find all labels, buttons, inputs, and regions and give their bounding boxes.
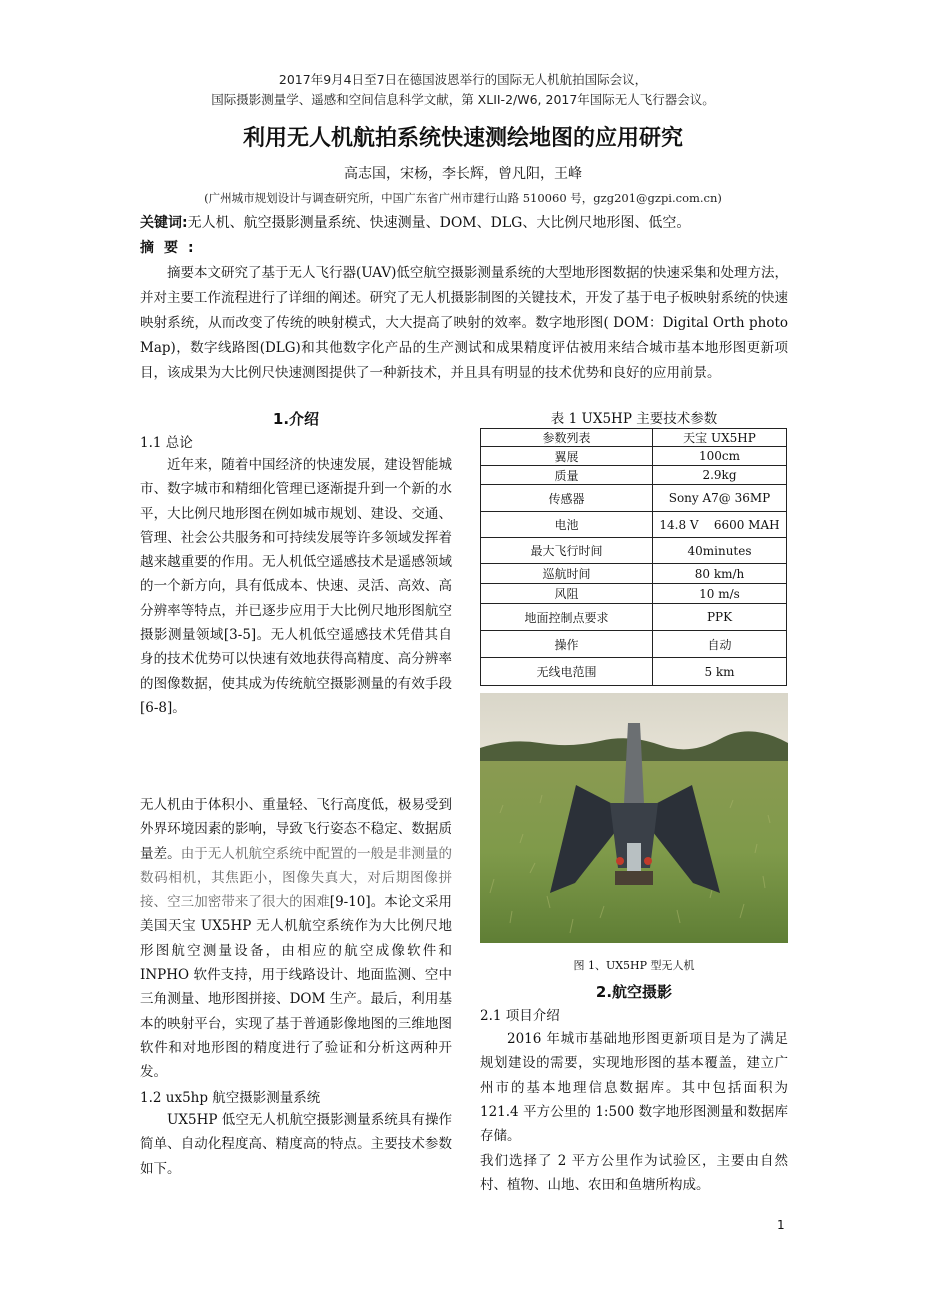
affiliation: (广州城市规划设计与调查研究所，中国广东省广州市建行山路 510060 号，gzg201@gzpi.com.cn) xyxy=(204,191,722,205)
table-header-cell: 参数列表 xyxy=(481,429,653,447)
section1-subheading-1: 1.1 总论 xyxy=(140,435,193,451)
table-cell: 2.9kg xyxy=(653,466,787,485)
specs-table xyxy=(480,428,787,686)
section1-paragraph-3: UX5HP 低空无人机航空摄影测量系统具有操作简单、自动化程度高、精度高的特点。主要技术参数如下。 xyxy=(140,1112,452,1177)
table-cell: 40minutes xyxy=(653,538,787,564)
table-cell: 翼展 xyxy=(481,447,653,466)
table-cell: 传感器 xyxy=(481,485,653,512)
uav-left-light xyxy=(616,857,624,865)
paper-title: 利用无人机航拍系统快速测绘地图的应用研究 xyxy=(242,126,683,151)
authors: 高志国，宋杨，李长辉，曾凡阳，王峰 xyxy=(344,166,582,182)
figure-caption: 图 1、UX5HP 型无人机 xyxy=(573,959,695,972)
section1-paragraph-1: 近年来，随着中国经济的快速发展，建设智能城市、数字城市和精细化管理已逐渐提升到一个新的水平，大比例尺地形图在例如城市规划、建设、交通、管理、社会公共服务和可持续发展等许多领域发挥着越来越重要的作用。无人机低空遥感技术是遥感领域的一个新方向，具有低成本、快速、灵活、高效、高分辨率等特点，并已逐步应用于大比例尺地形图航空摄影测量领域[3-5]。无人机低空遥感技术凭借其自身的技术优势可以快速有效地获得高精度、高分辨率的图像数据，使其成为传统航空摄影测量的有效手段[6-8]。 xyxy=(140,457,452,716)
section2-subheading-1: 2.1 项目介绍 xyxy=(480,1008,560,1024)
table-row xyxy=(481,466,787,485)
keywords-label: 关键词: xyxy=(140,215,188,231)
table-cell: 10 m/s xyxy=(653,584,787,604)
table-cell: 地面控制点要求 xyxy=(481,604,653,631)
table-cell: 14.8 V 6600 MAH xyxy=(653,512,787,538)
table-caption: 表 1 UX5HP 主要技术参数 xyxy=(550,411,718,427)
table-cell: 100cm xyxy=(653,447,787,466)
section1-paragraph-2a: 无人机由于体积小、重量轻、飞行高度低，极易受到外界环境因素的影响，导致飞行姿态不稳定、数据质量差。 xyxy=(140,797,452,862)
table-row xyxy=(481,604,787,631)
conference-header-line2: 国际摄影测量学、遥感和空间信息科学文献，第 XLII-2/W6, 2017年国际无人飞行器会议。 xyxy=(211,92,715,107)
table-row xyxy=(481,512,787,538)
table-cell: 质量 xyxy=(481,466,653,485)
table-row xyxy=(481,631,787,658)
section2-paragraph-2: 我们选择了 2 平方公里作为试验区，主要由自然村、植物、山地、农田和鱼塘所构成。 xyxy=(480,1153,788,1194)
page-number: 1 xyxy=(777,1218,785,1232)
table-cell: 自动 xyxy=(653,631,787,658)
conference-header-line1: 2017年9月4日至7日在德国波恩举行的国际无人机航拍国际会议， xyxy=(278,72,648,87)
uav-nose xyxy=(627,843,641,873)
section2-title: 2.航空摄影 xyxy=(595,983,673,1001)
section1-paragraph-2c: [9-10]。本论文采用美国天宝 UX5HP 无人机航空系统作为大比例尺地形图航空测量设备，由相应的航空成像软件和 INPHO 软件支持，用于线路设计、地面监测、空中三角测量、地形图拼接、DOM 生产。最后，利用基本的映射平台，实现了基于普通影像地图的三维地图软件和对地形图的精度进行了验证和分析这两种开发。 xyxy=(140,894,452,1081)
section1-paragraph-2b: 由于无人机航空系统中配置的一般是非测量的数码相机，其焦距小，图像失真大，对后期图像拼接、空三加密带来了很大的困难 xyxy=(140,845,453,911)
table-cell: 无线电范围 xyxy=(481,658,653,686)
table-row xyxy=(481,447,787,466)
section2-paragraph-1: 2016 年城市基础地形图更新项目是为了满足规划建设的需要，实现地形图的基本覆盖，建立广州市的基本地理信息数据库。其中包括面积为 121.4 平方公里的 1:500 数字地形图测量和数据库存储。 xyxy=(480,1031,788,1145)
table-cell: PPK xyxy=(653,604,787,631)
section1-subheading-2: 1.2 ux5hp 航空摄影测量系统 xyxy=(140,1090,321,1106)
uav-right-light xyxy=(644,857,652,865)
uav-camera xyxy=(615,871,653,885)
table-cell: 5 km xyxy=(653,658,787,686)
table-row xyxy=(481,658,787,686)
section1-title: 1.介绍 xyxy=(272,410,320,428)
table-cell: 风阻 xyxy=(481,584,653,604)
table-cell: 最大飞行时间 xyxy=(481,538,653,564)
table-header-row xyxy=(481,429,787,447)
table-cell: 巡航时间 xyxy=(481,564,653,584)
table-header-cell: 天宝 UX5HP xyxy=(653,429,787,447)
table-row xyxy=(481,584,787,604)
section1-paragraph-2 xyxy=(140,793,452,1085)
table-row xyxy=(481,538,787,564)
table-row xyxy=(481,485,787,512)
keywords xyxy=(140,212,790,232)
uav-photo-image xyxy=(480,693,788,943)
uav-photo xyxy=(480,693,788,943)
abstract-heading: 摘要: xyxy=(140,240,204,256)
table-row xyxy=(481,564,787,584)
table-cell: 80 km/h xyxy=(653,564,787,584)
abstract-text: 摘要本文研究了基于无人飞行器(UAV)低空航空摄影测量系统的大型地形图数据的快速采集和处理方法，并对主要工作流程进行了详细的阐述。研究了无人机摄影制图的关键技术，开发了基于电子板映射系统的快速映射系统，从而改变了传统的映射模式，大大提高了映射的效率。数字地形图( DOM：Digital Orth photo Map)，数字线路图(DLG)和其他数字化产品的生产测试和成果精度评估被用来结合城市基本地形图更新项目，该成果为大比例尺快速测图提供了一种新技术，并且具有明显的技术优势和良好的应用前景。 xyxy=(140,265,788,381)
table-cell: 操作 xyxy=(481,631,653,658)
table-cell: 电池 xyxy=(481,512,653,538)
table-cell: Sony A7@ 36MP xyxy=(653,485,787,512)
keywords-text: 无人机、航空摄影测量系统、快速测量、DOM、DLG、大比例尺地形图、低空。 xyxy=(187,215,691,231)
